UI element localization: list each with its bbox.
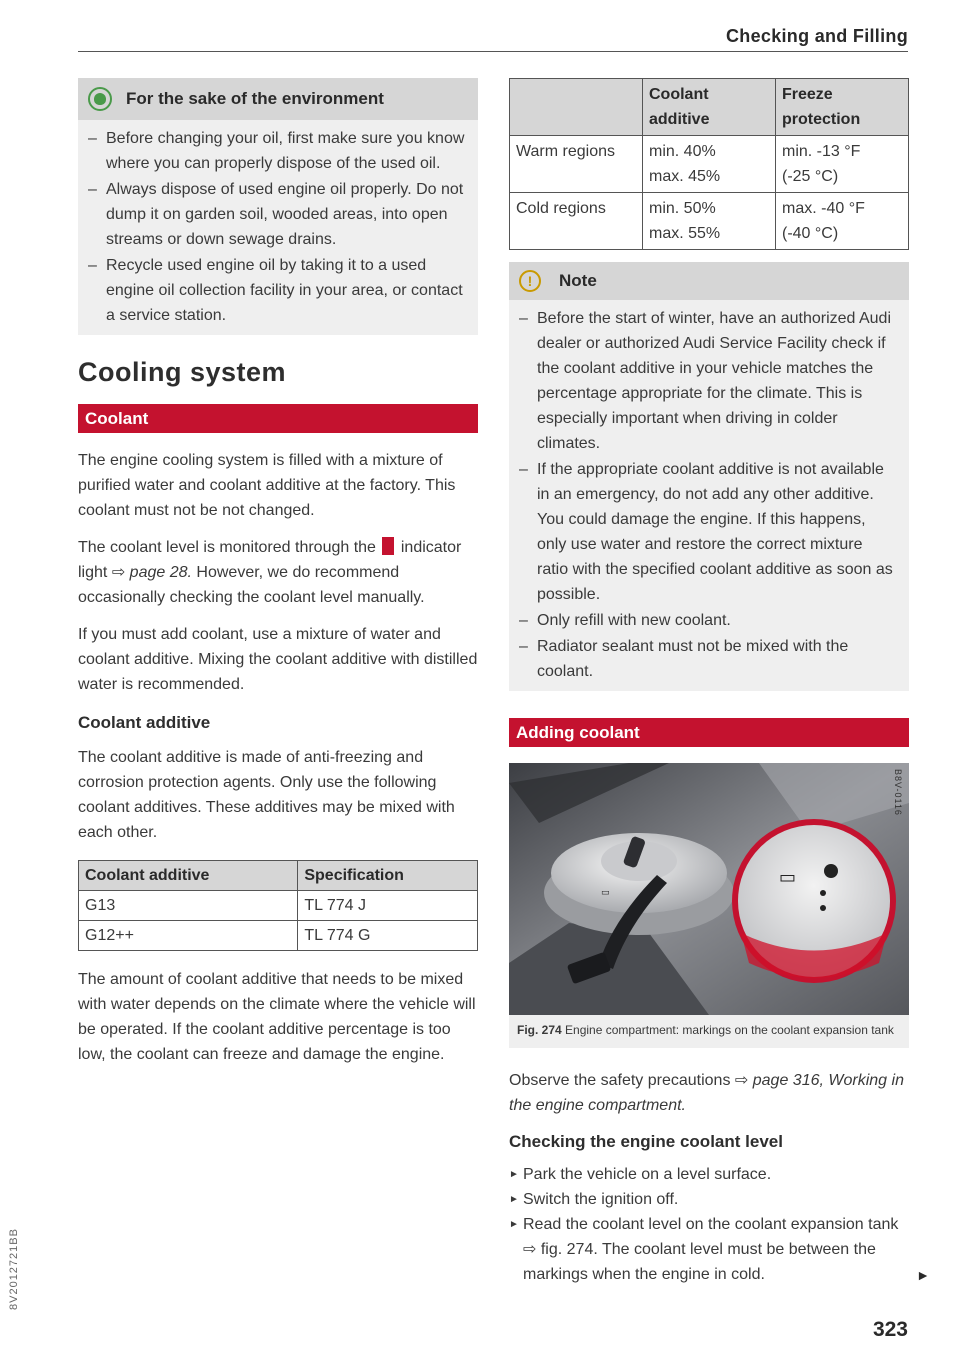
- paragraph: The coolant additive is made of anti-freezing and corrosion protection agents. Only use the following coolant additives. These additives may be mixed with each other.: [78, 749, 455, 841]
- steps-list: [509, 1162, 909, 1287]
- list-item: ► Read the coolant level on the coolant expansion tank ⇨ fig. 274. The coolant level must be between the markings when the engine in cold.: [509, 1212, 909, 1287]
- table-cell: G13: [79, 891, 298, 921]
- paragraph: The amount of coolant additive that needs to be mixed with water depends on the climate where the vehicle will be operated. If the coolant additive percentage is too low, the coolant can freeze and damage the engine.: [78, 971, 476, 1063]
- table-cell: Warm regions: [510, 136, 643, 193]
- list-item: ► Park the vehicle on a level surface.: [509, 1162, 909, 1187]
- list-item: ► Switch the ignition off.: [509, 1187, 909, 1212]
- svg-text:▭: ▭: [601, 888, 610, 898]
- note-header: [509, 262, 909, 300]
- page-reference-link[interactable]: ⇨ page 28.: [111, 564, 192, 581]
- figure-caption: [509, 1015, 909, 1048]
- list-item: – Before the start of winter, have an authorized Audi dealer or authorized Audi Service Facility check if the coolant additive in your vehicle matches the percentage appropriate for the climate. This is especially important when driving in colder climates.: [519, 306, 897, 456]
- section-title: Cooling system: [78, 357, 287, 387]
- table-header-row: [510, 79, 909, 136]
- engine-compartment-illustration: [509, 763, 909, 1015]
- page-reference-link[interactable]: ⇨ page 316, Working in the engine compartment.: [509, 1072, 904, 1114]
- subheading: Checking the engine coolant level: [509, 1132, 783, 1151]
- environment-box: [78, 78, 478, 335]
- list-item: – Before changing your oil, first make sure you know where you can properly dispose of the used oil.: [88, 126, 466, 176]
- environment-header: [78, 78, 478, 120]
- header-divider: [78, 51, 908, 52]
- note-list: [509, 300, 909, 691]
- note-box: [509, 262, 909, 691]
- page-number: 323: [872, 1318, 908, 1341]
- table-cell: min. 50% max. 55%: [643, 193, 776, 250]
- figure-code: B8V-0116: [893, 769, 903, 816]
- subheading: Coolant additive: [78, 713, 211, 732]
- table-header-cell: Coolant additive: [79, 861, 298, 891]
- list-item: – If the appropriate coolant additive is not available in an emergency, do not add any other additive. You could damage the engine. If this happens, only use water and restore the correct mixture ratio with the specified coolant additive as soon as possible.: [519, 457, 897, 607]
- figure-label: Fig. 274: [517, 1023, 562, 1037]
- caution-icon: !: [519, 270, 541, 292]
- table-row: [79, 921, 478, 951]
- adding-coolant-heading: Adding coolant: [509, 718, 909, 747]
- table-cell: Cold regions: [510, 193, 643, 250]
- table-cell: TL 774 J: [298, 891, 478, 921]
- table-row: [510, 136, 909, 193]
- paragraph: Observe the safety precautions ⇨ page 316, Working in the engine compartment.: [509, 1072, 904, 1114]
- climate-table: [509, 78, 909, 250]
- right-column: [509, 78, 909, 1287]
- environment-list: [78, 120, 478, 335]
- table-header-cell: Coolant additive: [643, 79, 776, 136]
- table-cell: max. -40 °F (-40 °C): [776, 193, 909, 250]
- paragraph: The coolant level is monitored through the indicator light ⇨ page 28. However, we do recommend occasionally checking the coolant level manually.: [78, 539, 462, 606]
- table-header-row: [79, 861, 478, 891]
- table-cell: TL 774 G: [298, 921, 478, 951]
- list-item: – Only refill with new coolant.: [519, 608, 897, 633]
- list-item: – Recycle used engine oil by taking it to a used engine oil collection facility in your area, or contact a service station.: [88, 253, 466, 328]
- svg-text:▭: ▭: [779, 867, 797, 888]
- environment-icon: [88, 87, 112, 111]
- paragraph: If you must add coolant, use a mixture of water and coolant additive. Mixing the coolant additive with distilled water is recommended.: [78, 626, 478, 693]
- page-header-title: Checking and Filling: [725, 26, 908, 46]
- list-item: – Always dispose of used engine oil properly. Do not dump it on garden soil, wooded areas, into open streams or down sewage drains.: [88, 177, 466, 252]
- left-column: [78, 78, 478, 1067]
- list-item: – Radiator sealant must not be mixed with the coolant.: [519, 634, 897, 684]
- table-cell: G12++: [79, 921, 298, 951]
- continue-arrow-icon: ►: [916, 1267, 930, 1283]
- coolant-heading: Coolant: [78, 404, 478, 433]
- note-title: Note: [559, 271, 597, 290]
- environment-title: For the sake of the environment: [126, 89, 384, 108]
- table-header-cell: Freeze protection: [776, 79, 909, 136]
- coolant-indicator-icon: [382, 537, 394, 555]
- table-header-cell: Specification: [298, 861, 478, 891]
- coolant-tank-figure: [509, 763, 909, 1015]
- table-cell: min. 40% max. 45%: [643, 136, 776, 193]
- table-header-cell: [510, 79, 643, 136]
- table-cell: min. -13 °F (-25 °C): [776, 136, 909, 193]
- additive-spec-table: [78, 860, 478, 951]
- figure-caption-text: Engine compartment: markings on the coolant expansion tank: [565, 1023, 894, 1037]
- document-code: 8V2012721BB: [8, 1228, 20, 1310]
- table-row: [79, 891, 478, 921]
- paragraph: The engine cooling system is filled with a mixture of purified water and coolant additive at the factory. This coolant must not be not changed.: [78, 452, 456, 519]
- table-row: [510, 193, 909, 250]
